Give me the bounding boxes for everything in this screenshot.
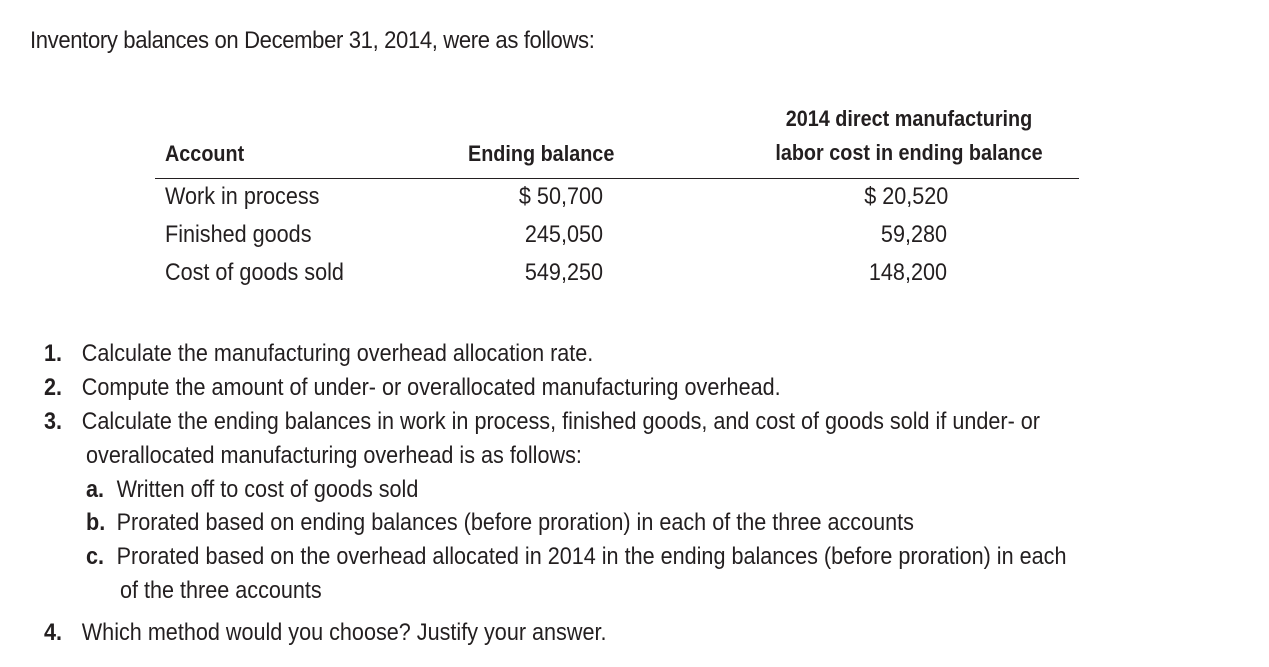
cell-ending-balance: 245,050 bbox=[524, 221, 603, 248]
question-number: 3. bbox=[44, 408, 63, 435]
header-ending-balance: Ending balance bbox=[468, 141, 615, 166]
question-text: Calculate the ending balances in work in process, finished goods, and cost of goods sold if under- or bbox=[81, 408, 1040, 435]
question-number: 2. bbox=[44, 374, 63, 401]
question-number: b. bbox=[86, 509, 106, 536]
question-number: c. bbox=[86, 543, 105, 570]
question-1 bbox=[44, 340, 593, 368]
question-number: 1. bbox=[44, 340, 63, 367]
table-row bbox=[155, 179, 1079, 217]
cell-ending-balance: 549,250 bbox=[524, 259, 603, 286]
question-3c bbox=[86, 543, 1066, 571]
intro-text: Inventory balances on December 31, 2014, were as follows: bbox=[30, 27, 595, 54]
question-text: Calculate the manufacturing overhead allocation rate. bbox=[81, 340, 594, 367]
question-text: Prorated based on the overhead allocated in 2014 in the ending balances (before proration) in each bbox=[116, 543, 1067, 570]
table-row bbox=[155, 255, 1079, 293]
question-3a bbox=[86, 476, 418, 504]
cell-labor-cost: $ 20,520 bbox=[864, 183, 949, 210]
cell-account: Work in process bbox=[165, 183, 320, 210]
table-header bbox=[155, 100, 1079, 179]
table-row bbox=[155, 217, 1079, 255]
question-3c-continuation: of the three accounts bbox=[120, 577, 322, 604]
question-text: Compute the amount of under- or overallocated manufacturing overhead. bbox=[81, 374, 781, 401]
question-2 bbox=[44, 374, 781, 402]
header-labor-cost bbox=[756, 102, 1062, 170]
cell-account: Finished goods bbox=[165, 221, 312, 248]
header-labor-line1: 2014 direct manufacturing bbox=[785, 106, 1033, 131]
question-3-continuation: overallocated manufacturing overhead is as follows: bbox=[86, 442, 582, 469]
question-3 bbox=[44, 408, 1040, 436]
table-body bbox=[155, 179, 1079, 293]
question-number: 4. bbox=[44, 619, 63, 646]
question-text: Written off to cost of goods sold bbox=[116, 476, 419, 503]
inventory-table bbox=[155, 100, 1079, 293]
cell-labor-cost: 148,200 bbox=[868, 259, 947, 286]
question-text: Prorated based on ending balances (before proration) in each of the three accounts bbox=[116, 509, 914, 536]
cell-account: Cost of goods sold bbox=[165, 259, 344, 286]
cell-labor-cost: 59,280 bbox=[880, 221, 947, 248]
cell-ending-balance: $ 50,700 bbox=[518, 183, 603, 210]
question-text: Which method would you choose? Justify your answer. bbox=[81, 619, 607, 646]
question-3b bbox=[86, 509, 914, 537]
question-number: a. bbox=[86, 476, 105, 503]
header-account: Account bbox=[165, 141, 245, 166]
header-labor-line2: labor cost in ending balance bbox=[775, 140, 1043, 165]
question-4 bbox=[44, 619, 606, 647]
